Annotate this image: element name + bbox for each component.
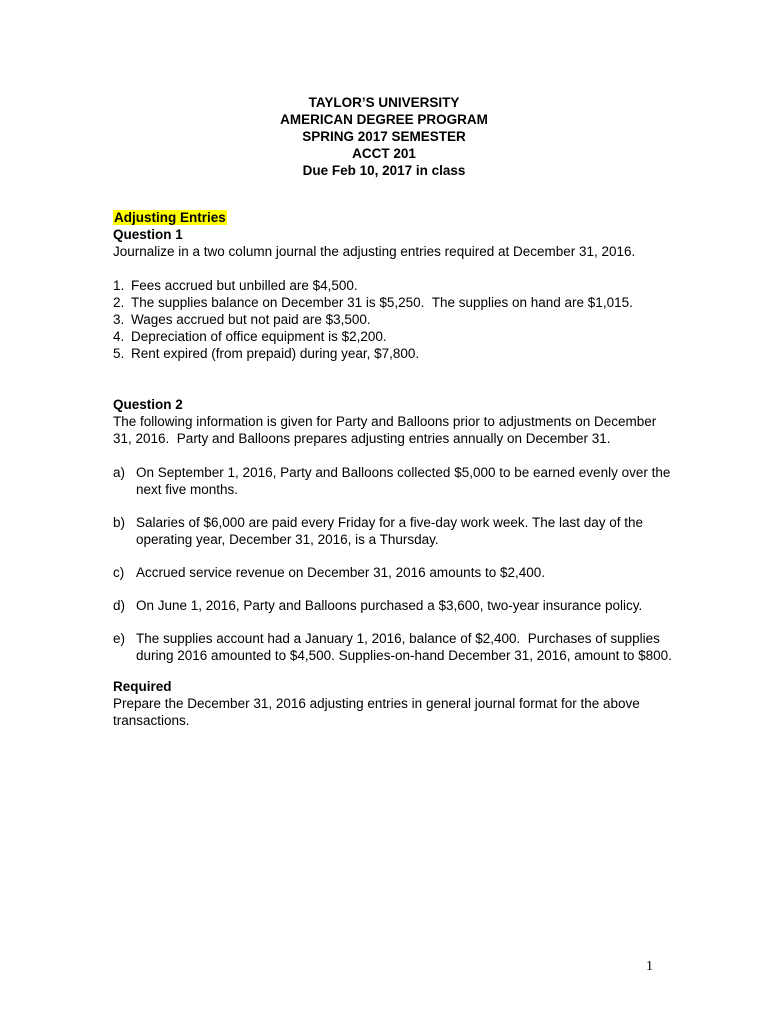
list-item: c) Accrued service revenue on December 31, 2016 amounts to $2,400. bbox=[113, 565, 545, 580]
list-item: 4. Depreciation of office equipment is $2,200. bbox=[113, 329, 387, 344]
list-item: a) On September 1, 2016, Party and Balloons collected $5,000 to be earned evenly over the next five months. bbox=[113, 465, 671, 497]
document-header bbox=[0, 94, 768, 179]
required-text: Prepare the December 31, 2016 adjusting entries in general journal format for the above transactions. bbox=[113, 696, 640, 728]
page-number: 1 bbox=[646, 959, 653, 974]
required-title: Required bbox=[113, 679, 172, 694]
header-program: AMERICAN DEGREE PROGRAM bbox=[280, 112, 488, 127]
list-item: 3. Wages accrued but not paid are $3,500. bbox=[113, 312, 371, 327]
header-university: TAYLOR’S UNIVERSITY bbox=[308, 95, 460, 110]
header-course: ACCT 201 bbox=[352, 146, 416, 161]
list-item: b) Salaries of $6,000 are paid every Friday for a five-day work week. The last day of the operating year, December 31, 2016, is a Thursday. bbox=[113, 515, 644, 547]
list-item: d) On June 1, 2016, Party and Balloons purchased a $3,600, two-year insurance policy. bbox=[113, 598, 643, 613]
question-2-title: Question 2 bbox=[113, 397, 183, 412]
question-2-list bbox=[113, 464, 673, 664]
question-2-intro: The following information is given for Party and Balloons prior to adjustments on December 31, 2016. Party and Balloons prepares adjusting entries annually on December 31. bbox=[113, 414, 661, 446]
question-1-list bbox=[113, 277, 673, 362]
list-item: 1. Fees accrued but unbilled are $4,500. bbox=[113, 278, 358, 293]
question-1-title: Question 1 bbox=[113, 227, 183, 242]
list-item: 2. The supplies balance on December 31 is $5,250. The supplies on hand are $1,015. bbox=[113, 295, 633, 310]
header-due-date: Due Feb 10, 2017 in class bbox=[302, 163, 466, 178]
document-body bbox=[113, 209, 673, 729]
list-item: 5. Rent expired (from prepaid) during year, $7,800. bbox=[113, 346, 420, 361]
list-item: e) The supplies account had a January 1, 2016, balance of $2,400. Purchases of supplies during 2016 amounted to $4,500. Supplies-on-hand December 31, 2016, amount to $800. bbox=[113, 631, 672, 663]
section-title: Adjusting Entries bbox=[114, 210, 226, 225]
header-semester: SPRING 2017 SEMESTER bbox=[302, 129, 466, 144]
question-1-intro: Journalize in a two column journal the adjusting entries required at December 31, 2016. bbox=[113, 244, 636, 259]
